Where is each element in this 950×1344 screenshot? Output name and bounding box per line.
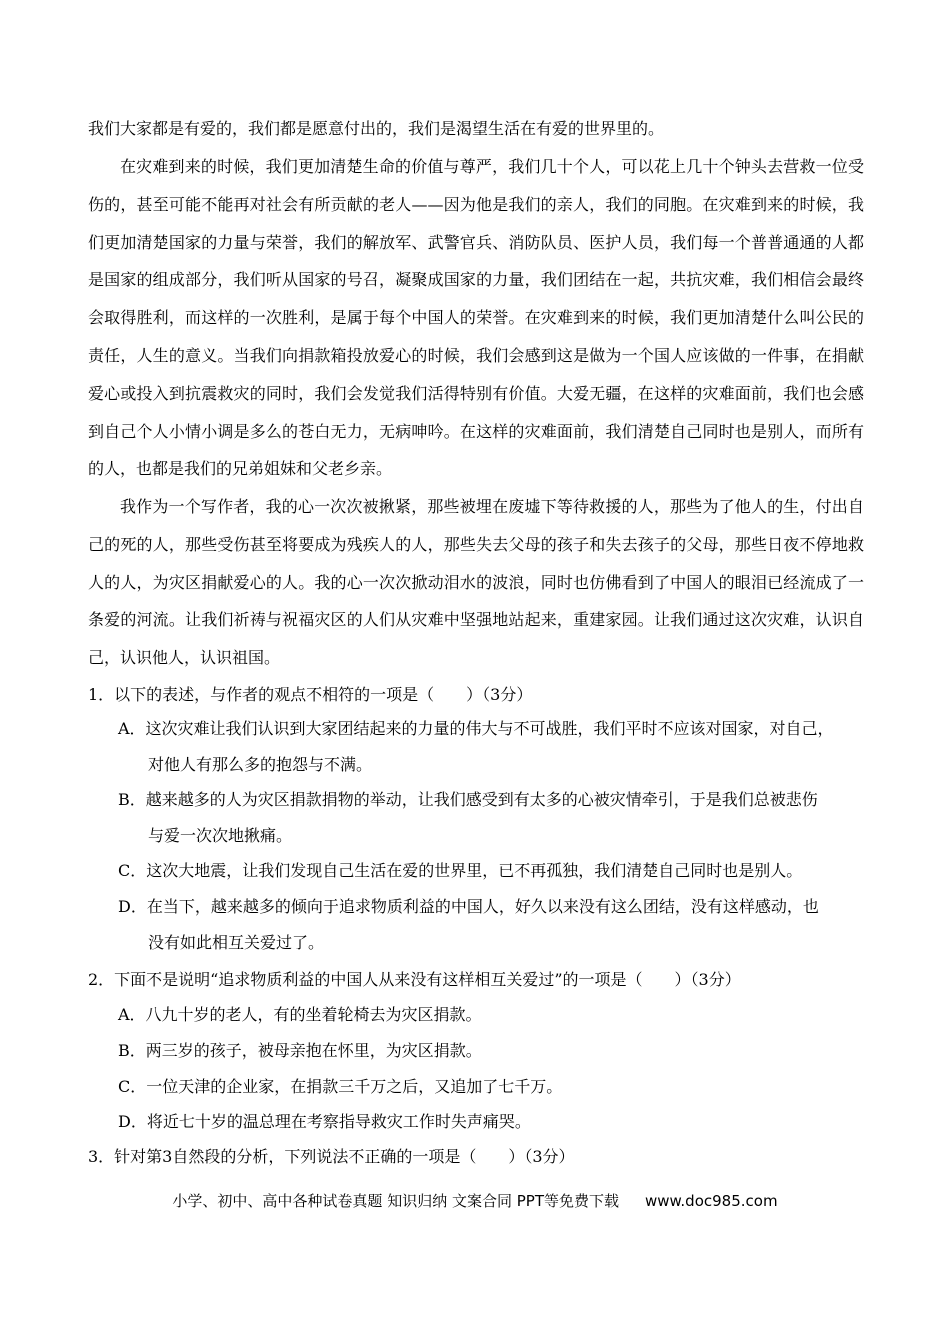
footer-url: www.doc985.com [644, 1192, 778, 1210]
paragraph-disaster: 在灾难到来的时候，我们更加清楚生命的价值与尊严，我们几十个人，可以花上几十个钟头去营救一位受伤的，甚至可能不能再对社会有所贡献的老人——因为他是我们的亲人，我们的同胞。在灾难到来的时候，我们更加清楚国家的力量与荣誉，我们的解放军、武警官兵、消防队员、医护人员，我们每一个普普通通的人都是国家的组成部分，我们听从国家的号召，凝聚成国家的力量，我们团结在一起，共抗灾难，我们相信会最终会取得胜利，而这样的一次胜利，是属于每个中国人的荣誉。在灾难到来的时候，我们更加清楚什么叫公民的责任，人生的意义。当我们向捐款箱投放爱心的时候，我们会感到这是做为一个国人应该做的一件事，在捐献爱心或投入到抗震救灾的同时，我们会发觉我们活得特别有价值。大爱无疆，在这样的灾难面前，我们也会感到自己个人小情小调是多么的苍白无力，无病呻吟。在这样的灾难面前，我们清楚自己同时也是别人，而所有的人，也都是我们的兄弟姐妹和父老乡亲。 [88, 157, 864, 479]
option-text: B．越来越多的人为灾区捐款捐物的举动，让我们感受到有太多的心被灾情牵引，于是我们总被悲伤 [118, 790, 818, 809]
option-text-continued: 没有如此相互关爱过了。 [148, 933, 325, 952]
question-2-option-b [118, 1033, 866, 1069]
option-text: C．一位天津的企业家，在捐款三千万之后，又追加了七千万。 [118, 1077, 563, 1096]
question-2-option-d [118, 1104, 866, 1140]
question-1-option-b [118, 782, 866, 854]
question-1-option-d [118, 889, 866, 961]
option-text: B．两三岁的孩子，被母亲抱在怀里，为灾区捐款。 [118, 1041, 482, 1060]
question-2-option-a [118, 997, 866, 1033]
question-2-stem: 2．下面不是说明“追求物质利益的中国人从来没有这样相互关爱过”的一项是（ ）（3分） [88, 970, 741, 989]
question-2-option-c [118, 1069, 866, 1105]
option-text: A．这次灾难让我们认识到大家团结起来的力量的伟大与不可战胜，我们平时不应该对国家，对自己， [118, 719, 834, 738]
question-1-option-a [118, 711, 866, 783]
paragraph-writer: 我作为一个写作者，我的心一次次被揪紧，那些被埋在废墟下等待救援的人，那些为了他人的生，付出自己的死的人，那些受伤甚至将要成为残疾人的人，那些失去父母的孩子和失去孩子的父母，那些日夜不停地救人的人，为灾区捐献爱心的人。我的心一次次掀动泪水的波浪，同时也仿佛看到了中国人的眼泪已经流成了一条爱的河流。让我们祈祷与祝福灾区的人们从灾难中坚强地站起来，重建家园。让我们通过这次灾难，认识自己，认识他人，认识祖国。 [88, 497, 864, 668]
page-footer [0, 1190, 950, 1212]
question-1-stem: 1．以下的表述，与作者的观点不相符的一项是（ ）（3分） [88, 685, 533, 704]
option-text: C．这次大地震，让我们发现自己生活在爱的世界里，已不再孤独，我们清楚自己同时也是别人。 [118, 861, 803, 880]
option-text: D．在当下，越来越多的倾向于追求物质利益的中国人，好久以来没有这么团结，没有这样感动，也 [118, 897, 819, 916]
option-text: D．将近七十岁的温总理在考察指导救灾工作时失声痛哭。 [118, 1112, 531, 1131]
option-text: A．八九十岁的老人，有的坐着轮椅去为灾区捐款。 [118, 1005, 482, 1024]
question-1-option-c [118, 853, 866, 889]
option-text-continued: 与爱一次次地揪痛。 [148, 826, 293, 845]
question-3-stem: 3．针对第3自然段的分析，下列说法不正确的一项是（ ）（3分） [88, 1147, 575, 1166]
footer-text: 小学、初中、高中各种试卷真题 知识归纳 文案合同 PPT等免费下载 [172, 1192, 619, 1210]
option-text-continued: 对他人有那么多的抱怨与不满。 [148, 755, 373, 774]
paragraph-continuation: 我们大家都是有爱的，我们都是愿意付出的，我们是渴望生活在有爱的世界里的。 [88, 119, 665, 138]
